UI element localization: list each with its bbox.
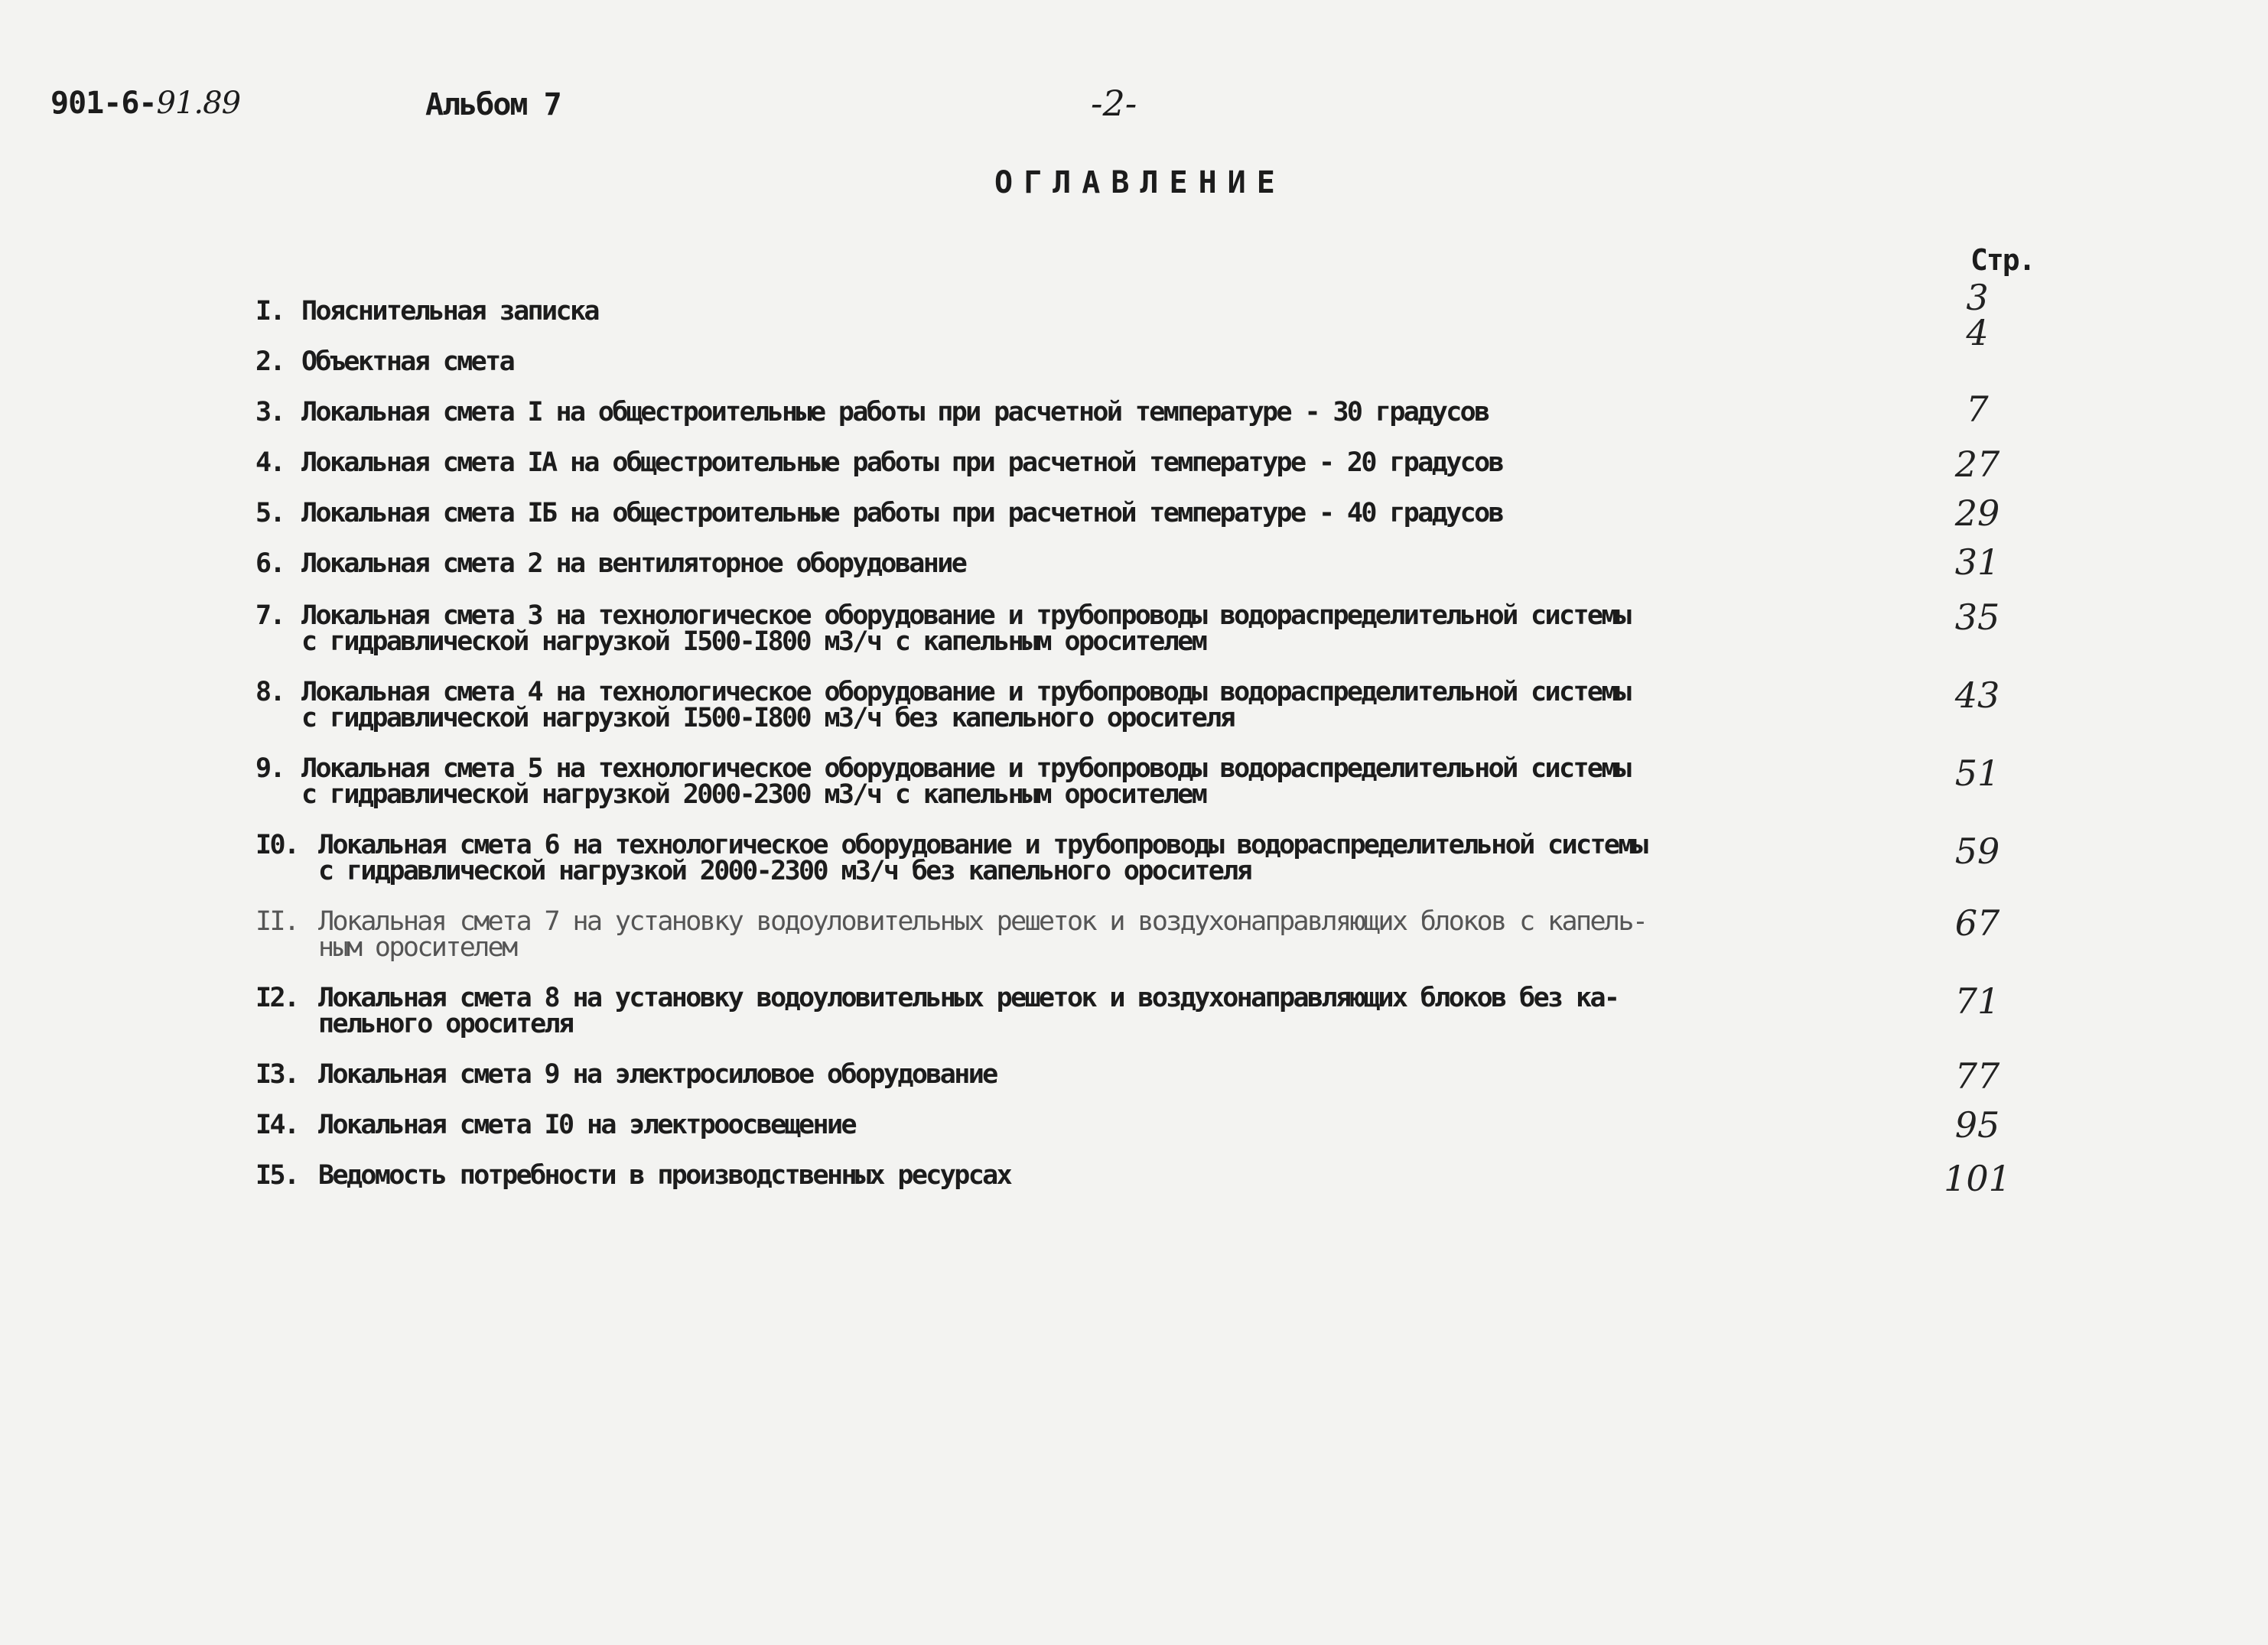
toc-entry-text: Локальная смета 2 на вентиляторное оборудование [301,548,966,579]
toc-page-number: 7 [1966,388,1989,430]
toc-entry-text: Локальная смета 4 на технологическое оборудование и трубопроводы водораспределительной системы с гидравлической нагрузкой I500-I800 м3/ч без капельного оросителя [301,677,1630,733]
toc-page-number: 4 [1966,312,1989,353]
toc-entry-number: I5. [255,1160,298,1191]
toc-entry-number: I4. [255,1110,298,1140]
document-code-handwritten: 91.89 [156,86,241,121]
toc-entry-number: 9. [255,753,284,784]
toc-entry-number: 5. [255,498,284,528]
toc-page-number: 31 [1954,541,2000,583]
toc-entry-number: II. [255,906,298,937]
toc-entry-text: Локальная смета 9 на электросиловое оборудование [318,1059,997,1090]
toc-entry-text: Локальная смета I на общестроительные работы при расчетной температуре - 30 градусов [301,397,1489,428]
toc-entry-number: 7. [255,600,284,631]
toc-page-number: 95 [1954,1104,2000,1146]
toc-page-number: 67 [1954,902,2000,944]
toc-entry-text: Локальная смета IА на общестроительные работы при расчетной температуре - 20 градусов [301,447,1503,478]
toc-page-number: 51 [1954,753,2000,794]
toc-entry-number: 6. [255,548,284,579]
toc-page-number: 59 [1954,831,2000,872]
toc-entry-number: I2. [255,983,298,1013]
page-title: ОГЛАВЛЕНИЕ [994,165,1286,200]
toc-page-number: 101 [1944,1158,2011,1199]
toc-entry-text: Локальная смета 3 на технологическое оборудование и трубопроводы водораспределительной системы с гидравлической нагрузкой I500-I800 м3/ч с капельным оросителем [301,600,1630,657]
toc-entry-number: 2. [255,346,284,377]
toc-page-number: 29 [1954,493,2000,534]
toc-entry-text: Локальная смета 7 на установку водоуловительных решеток и воздухонаправляющих блоков с капель- ным оросителем [318,906,1647,963]
toc-page-number: 35 [1954,597,2000,638]
toc-entry-text: Локальная смета 8 на установку водоуловительных решеток и воздухонаправляющих блоков без ка- пельного оросителя [318,983,1619,1039]
toc-entry-text: Локальная смета I0 на электроосвещение [318,1110,855,1140]
toc-entry-text: Ведомость потребности в производственных ресурсах [318,1160,1011,1191]
toc-page-number: 43 [1954,675,2000,716]
document-code [50,86,240,121]
toc-page-number: 71 [1954,980,2000,1022]
toc-entry-number: 3. [255,397,284,428]
toc-entry-number: 8. [255,677,284,707]
toc-entry-text: Локальная смета 5 на технологическое оборудование и трубопроводы водораспределительной системы с гидравлической нагрузкой 2000-2300 м3/ч с капельным оросителем [301,753,1630,810]
toc-page-number: 3 [1966,277,1989,318]
document-code-printed: 901-6- [50,86,157,121]
toc-entry-number: I3. [255,1059,298,1090]
toc-entry-text: Объектная смета [301,346,514,377]
toc-entry-text: Локальная смета 6 на технологическое оборудование и трубопроводы водораспределительной системы с гидравлической нагрузкой 2000-2300 м3/ч без капельного оросителя [318,830,1647,886]
toc-entry-number: I. [255,296,284,327]
toc-entry-text: Пояснительная записка [301,296,598,327]
toc-entry-number: I0. [255,830,298,860]
page-number: -2- [1091,83,1137,124]
toc-entry-text: Локальная смета IБ на общестроительные работы при расчетной температуре - 40 градусов [301,498,1503,528]
toc-page-number: 27 [1954,444,2000,485]
toc-entry-number: 4. [255,447,284,478]
page-column-header: Стр. [1970,243,2035,277]
album-label: Альбом 7 [425,87,561,122]
toc-page-number: 77 [1954,1055,2000,1097]
